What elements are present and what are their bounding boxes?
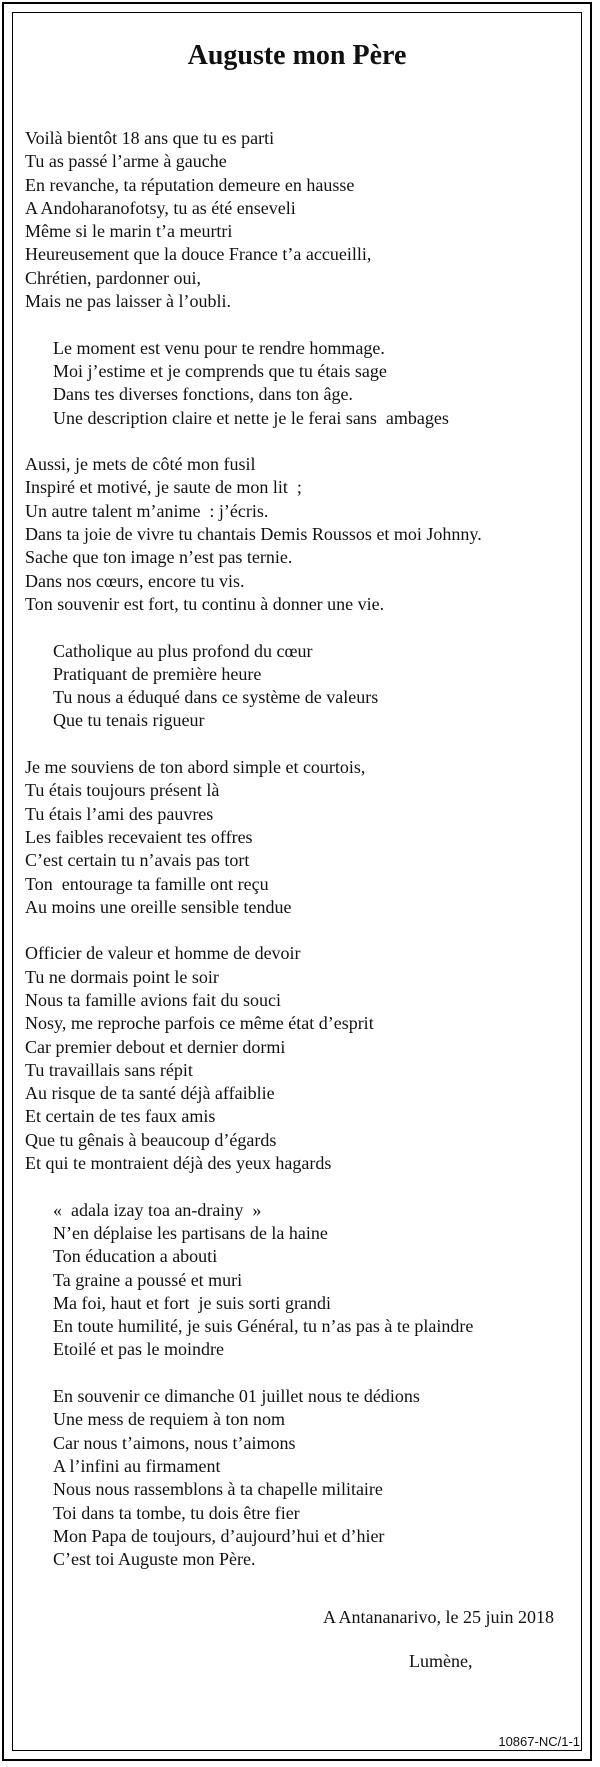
- poem-line: Nosy, me reproche parfois ce même état d’esprit: [25, 1013, 374, 1034]
- poem-line: Tu nous a éduqué dans ce système de valeurs: [53, 687, 379, 708]
- poem-line: Heureusement que la douce France t’a accueilli,: [25, 244, 372, 265]
- stanza: [25, 640, 580, 733]
- poem-line: N’en déplaise les partisans de la haine: [53, 1222, 328, 1243]
- poem-line: Officier de valeur et homme de devoir: [25, 943, 301, 964]
- poem-line: Pratiquant de première heure: [53, 663, 262, 684]
- stanza: [25, 942, 580, 1175]
- poem-line: Ton éducation a abouti: [53, 1246, 218, 1267]
- poem-line: Les faibles recevaient tes offres: [25, 826, 253, 847]
- poem-line: Toi dans ta tombe, tu dois être fier: [53, 1502, 300, 1523]
- poem-line: Ton souvenir est fort, tu continu à donner une vie.: [25, 593, 385, 614]
- poem-line: Aussi, je mets de côté mon fusil: [25, 454, 256, 475]
- poem-line: Car nous t’aimons, nous t’aimons: [53, 1432, 296, 1453]
- poem-line: Dans ta joie de vivre tu chantais Demis Roussos et moi Johnny.: [25, 524, 482, 545]
- poem-line: Et qui te montraient déjà des yeux hagards: [25, 1153, 332, 1174]
- notice-frame: [2, 2, 592, 1761]
- poem-line: C’est toi Auguste mon Père.: [53, 1549, 256, 1570]
- poem-line: Tu as passé l’arme à gauche: [25, 151, 227, 172]
- poem-line: Une description claire et nette je le ferai sans ambages: [53, 407, 449, 428]
- poem-line: Sache que ton image n’est pas ternie.: [25, 547, 293, 568]
- poem-line: Et certain de tes faux amis: [25, 1106, 216, 1127]
- poem-line: Catholique au plus profond du cœur: [53, 640, 313, 661]
- poem-line: Ta graine a poussé et muri: [53, 1269, 243, 1290]
- poem-line: Que tu tenais rigueur: [53, 710, 205, 731]
- poem-line: A Andoharanofotsy, tu as été enseveli: [25, 197, 296, 218]
- stanza: [25, 127, 580, 313]
- poem-line: Nous ta famille avions fait du souci: [25, 989, 281, 1010]
- poem-line: Etoilé et pas le moindre: [53, 1339, 224, 1360]
- stanza: [25, 756, 580, 919]
- poem-line: Au moins une oreille sensible tendue: [25, 896, 292, 917]
- poem-line: Une mess de requiem à ton nom: [53, 1409, 285, 1430]
- poem-line: C’est certain tu n’avais pas tort: [25, 850, 250, 871]
- poem-line: En souvenir ce dimanche 01 juillet nous te dédions: [53, 1386, 420, 1407]
- poem-line: Dans nos cœurs, encore tu vis.: [25, 570, 245, 591]
- poem-line: Car premier debout et dernier dormi: [25, 1036, 286, 1057]
- poem-line: Dans tes diverses fonctions, dans ton âge.: [53, 384, 353, 405]
- poem-line: Tu étais l’ami des pauvres: [25, 803, 214, 824]
- poem-line: Moi j’estime et je comprends que tu étais sage: [53, 360, 387, 381]
- reference-code: 10867-NC/1-1: [498, 1734, 580, 1749]
- poem-line: Tu travaillais sans répit: [25, 1059, 193, 1080]
- poem-line: Au risque de ta santé déjà affaiblie: [25, 1083, 275, 1104]
- poem-line: En toute humilité, je suis Général, tu n’as pas à te plaindre: [53, 1316, 474, 1337]
- poem-line: Le moment est venu pour te rendre hommage.: [53, 337, 385, 358]
- poem-line: Inspiré et motivé, je saute de mon lit ;: [25, 477, 302, 498]
- poem-line: Mon Papa de toujours, d’aujourd’hui et d’hier: [53, 1525, 385, 1546]
- poem-line: Que tu gênais à beaucoup d’égards: [25, 1129, 277, 1150]
- poem-line: Même si le marin t’a meurtri: [25, 221, 233, 242]
- poem-line: A l’infini au firmament: [53, 1455, 221, 1476]
- poem-line: Ma foi, haut et fort je suis sorti grandi: [53, 1292, 331, 1313]
- poem-line: Voilà bientôt 18 ans que tu es parti: [25, 128, 275, 148]
- place-date: A Antananarivo, le 25 juin 2018: [323, 1607, 554, 1627]
- poem-line: Un autre talent m’anime : j’écris.: [25, 500, 269, 521]
- poem-line: « adala izay toa an-drainy »: [53, 1199, 262, 1220]
- poem-line: En revanche, ta réputation demeure en hausse: [25, 174, 355, 195]
- stanza: [25, 453, 580, 616]
- signature: Lumène,: [409, 1651, 473, 1671]
- poem-line: Tu étais toujours présent là: [25, 780, 220, 801]
- poem-line: Mais ne pas laisser à l’oubli.: [25, 291, 231, 312]
- poem-line: Nous nous rassemblons à ta chapelle militaire: [53, 1479, 383, 1500]
- stanza: [25, 337, 580, 430]
- poem-line: Chrétien, pardonner oui,: [25, 267, 201, 288]
- poem-title: Auguste mon Père: [187, 40, 407, 71]
- poem-body: [25, 127, 580, 1595]
- poem-line: Tu ne dormais point le soir: [25, 966, 219, 987]
- poem-line: Ton entourage ta famille ont reçu: [25, 873, 269, 894]
- poem-line: Je me souviens de ton abord simple et courtois,: [25, 757, 366, 778]
- stanza: [25, 1385, 580, 1571]
- stanza: [25, 1199, 580, 1362]
